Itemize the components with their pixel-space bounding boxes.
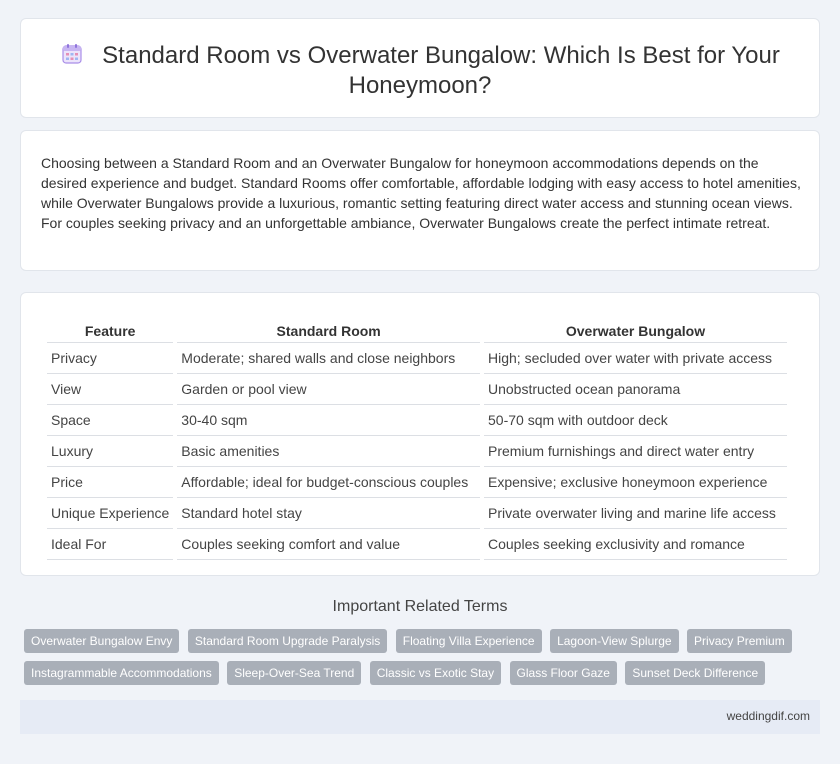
overwater-cell: High; secluded over water with private access	[484, 343, 787, 374]
feature-cell: Price	[47, 467, 173, 498]
table-row	[47, 374, 787, 405]
standard-cell: Moderate; shared walls and close neighbors	[177, 343, 480, 374]
footer-site-link[interactable]: weddingdif.com	[726, 709, 810, 723]
intro-card	[20, 130, 820, 271]
table-row	[47, 436, 787, 467]
overwater-cell: Couples seeking exclusivity and romance	[484, 529, 787, 560]
related-term-tag[interactable]: Glass Floor Gaze	[510, 661, 617, 685]
table-row	[47, 529, 787, 560]
feature-cell: Ideal For	[47, 529, 173, 560]
calendar-icon	[60, 42, 84, 66]
standard-cell: Garden or pool view	[177, 374, 480, 405]
related-term-tag[interactable]: Instagrammable Accommodations	[24, 661, 219, 685]
header-card	[20, 18, 820, 118]
feature-cell: Privacy	[47, 343, 173, 374]
feature-cell: Unique Experience	[47, 498, 173, 529]
overwater-cell: Premium furnishings and direct water entry	[484, 436, 787, 467]
related-term-tag[interactable]: Sunset Deck Difference	[625, 661, 765, 685]
overwater-cell: 50-70 sqm with outdoor deck	[484, 405, 787, 436]
footer-bar	[20, 700, 820, 734]
overwater-cell: Private overwater living and marine life access	[484, 498, 787, 529]
table-header-row	[47, 313, 787, 343]
standard-cell: Affordable; ideal for budget-conscious couples	[177, 467, 480, 498]
table-row	[47, 405, 787, 436]
comparison-table	[43, 313, 791, 560]
related-term-tag[interactable]: Classic vs Exotic Stay	[370, 661, 501, 685]
related-term-tag[interactable]: Standard Room Upgrade Paralysis	[188, 629, 387, 653]
overwater-cell: Expensive; exclusive honeymoon experience	[484, 467, 787, 498]
related-term-tag[interactable]: Privacy Premium	[687, 629, 792, 653]
feature-cell: Space	[47, 405, 173, 436]
table-row	[47, 498, 787, 529]
related-term-tag[interactable]: Lagoon-View Splurge	[550, 629, 679, 653]
header-overwater-bungalow: Overwater Bungalow	[484, 313, 787, 343]
feature-cell: Luxury	[47, 436, 173, 467]
standard-cell: Couples seeking comfort and value	[177, 529, 480, 560]
header-feature: Feature	[47, 313, 173, 343]
standard-cell: Standard hotel stay	[177, 498, 480, 529]
related-terms-list	[24, 629, 814, 693]
overwater-cell: Unobstructed ocean panorama	[484, 374, 787, 405]
comparison-card	[20, 292, 820, 576]
standard-cell: Basic amenities	[177, 436, 480, 467]
related-term-tag[interactable]: Sleep-Over-Sea Trend	[227, 661, 361, 685]
standard-cell: 30-40 sqm	[177, 405, 480, 436]
header-standard-room: Standard Room	[177, 313, 480, 343]
page-title: Standard Room vs Overwater Bungalow: Which Is Best for Your Honeymoon?	[102, 42, 780, 99]
table-row	[47, 343, 787, 374]
page-title-row	[21, 41, 819, 101]
feature-cell: View	[47, 374, 173, 405]
related-term-tag[interactable]: Overwater Bungalow Envy	[24, 629, 179, 653]
related-terms-heading: Important Related Terms	[332, 598, 508, 615]
related-term-tag[interactable]: Floating Villa Experience	[396, 629, 542, 653]
table-row	[47, 467, 787, 498]
intro-paragraph: Choosing between a Standard Room and an Overwater Bungalow for honeymoon accommodations depends on the desired experience and budget. Standard Rooms offer comfortable, affordable lodging with easy access to hotel amenities, while Overwater Bungalows provide a luxurious, romantic setting featuring direct water access and stunning ocean views. For couples seeking privacy and an unforgettable ambiance, Overwater Bungalows create the perfect intimate retreat.	[41, 155, 801, 231]
